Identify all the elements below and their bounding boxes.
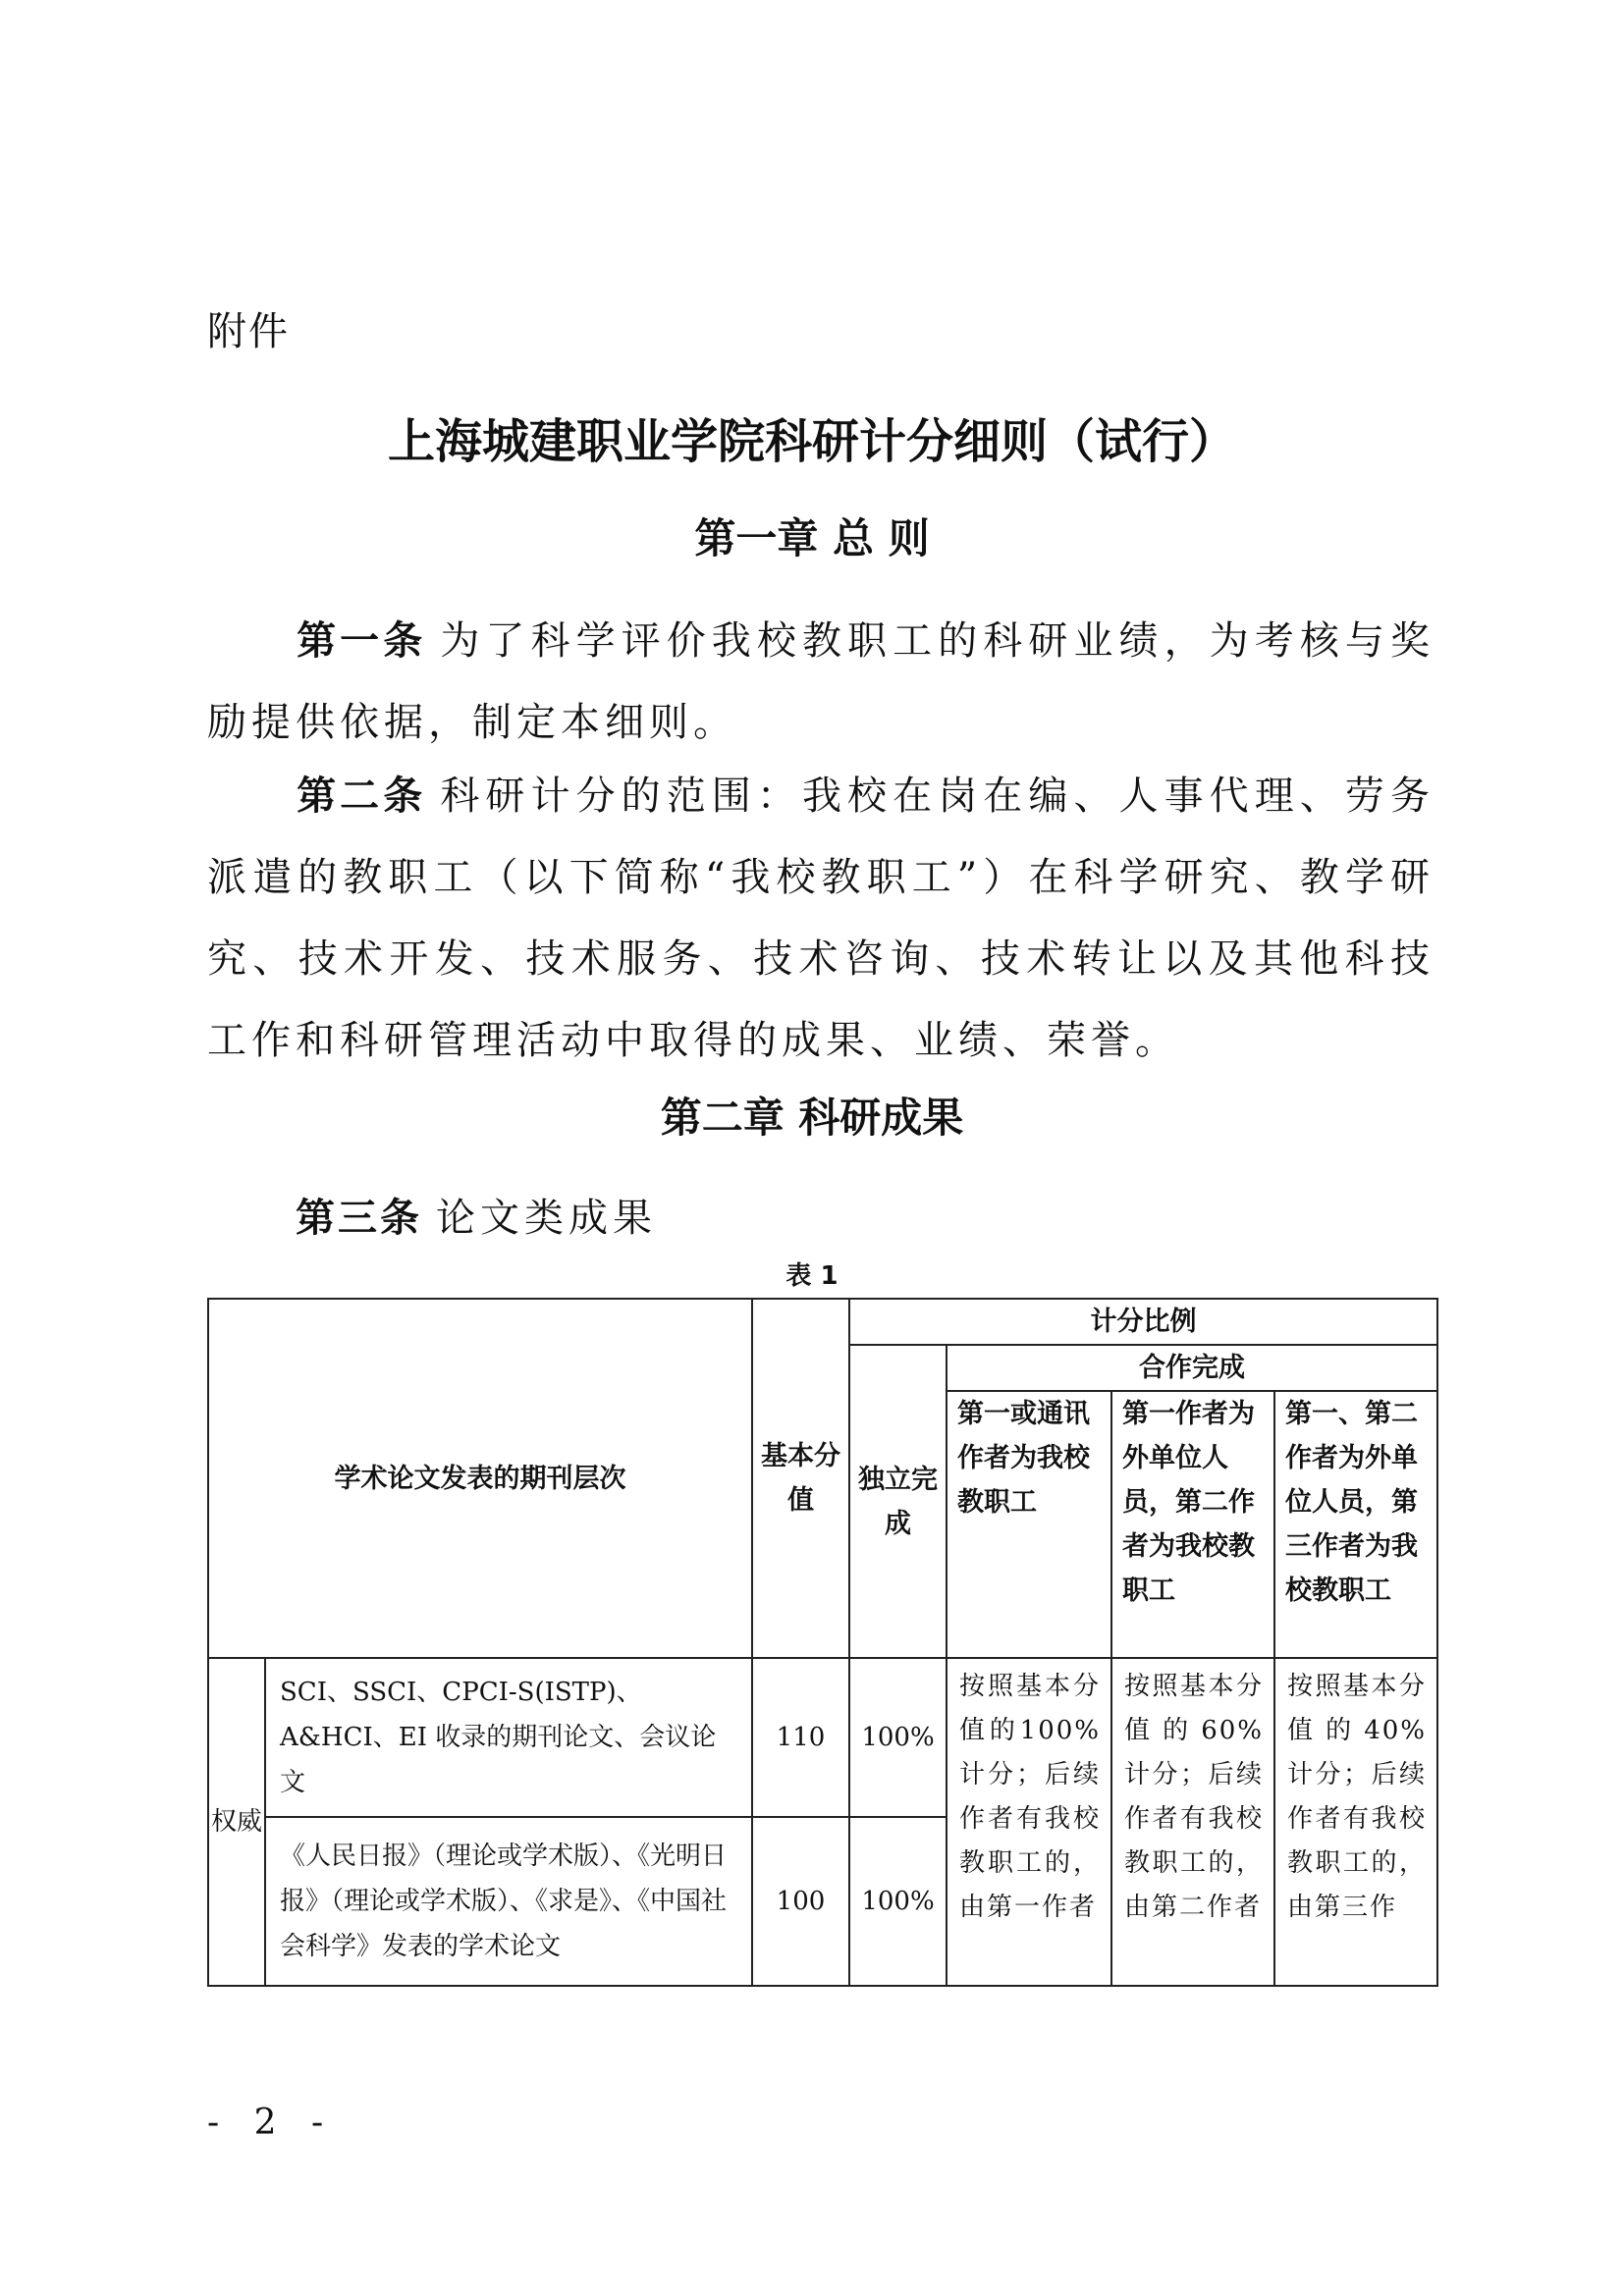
category-cell: 权威 — [208, 1658, 265, 1986]
article-3-lead: 第三条 — [296, 1196, 422, 1241]
header-cooperative: 合作完成 — [947, 1345, 1437, 1391]
row-independent: 100% — [849, 1658, 947, 1817]
article-2 — [207, 756, 1435, 1082]
row-description: SCI、SSCI、CPCI-S(ISTP)、A&HCI、EI 收录的期刊论文、会议论文 — [265, 1658, 752, 1817]
header-base-score: 基本分值 — [752, 1299, 849, 1658]
page-number: - 2 - — [207, 2103, 336, 2143]
table-row — [208, 1658, 1437, 1817]
rule-coop-third: 按照基本分值的40%计分；后续作者有我校教职工的，由第三作 — [1274, 1658, 1437, 1986]
article-1-lead: 第一条 — [296, 618, 427, 664]
row-base-score: 100 — [752, 1817, 849, 1986]
header-coop-third: 第一、第二作者为外单位人员，第三作者为我校教职工 — [1274, 1391, 1437, 1658]
article-1-text: 为了科学评价我校教职工的科研业绩，为考核与奖励提供依据，制定本细则。 — [207, 618, 1435, 745]
row-base-score: 110 — [752, 1658, 849, 1817]
rule-coop-first: 按照基本分值的100%计分；后续作者有我校教职工的，由第一作者 — [947, 1658, 1111, 1986]
article-2-text: 科研计分的范围：我校在岗在编、人事代理、劳务派遣的教职工（以下简称“我校教职工”）在科学研究、教学研究、技术开发、技术服务、技术咨询、技术转让以及其他科技工作和科研管理活动中取得的成果、业绩、荣誉。 — [207, 774, 1435, 1063]
rule-coop-second: 按照基本分值的60%计分；后续作者有我校教职工的，由第二作者 — [1111, 1658, 1274, 1986]
article-1 — [207, 601, 1435, 764]
header-ratio: 计分比例 — [849, 1299, 1437, 1345]
row-independent: 100% — [849, 1817, 947, 1986]
header-level: 学术论文发表的期刊层次 — [208, 1299, 752, 1658]
article-2-lead: 第二条 — [296, 774, 427, 819]
header-coop-first: 第一或通讯作者为我校教职工 — [947, 1391, 1111, 1658]
table-caption: 表 1 — [785, 1261, 839, 1291]
header-coop-second: 第一作者为外单位人员，第二作者为我校教职工 — [1111, 1391, 1274, 1658]
annex-label: 附件 — [207, 309, 290, 354]
scoring-table — [207, 1298, 1438, 1987]
article-3 — [207, 1178, 1435, 1259]
table-header-row-1 — [208, 1299, 1437, 1345]
document-title: 上海城建职业学院科研计分细则（试行） — [387, 414, 1236, 469]
row-description: 《人民日报》（理论或学术版）、《光明日报》（理论或学术版）、《求是》、《中国社会科学》发表的学术论文 — [265, 1817, 752, 1986]
article-3-text: 论文类成果 — [436, 1196, 657, 1241]
chapter-heading-2: 第二章 科研成果 — [660, 1094, 964, 1142]
header-independent: 独立完成 — [849, 1345, 947, 1658]
chapter-heading-1: 第一章 总 则 — [694, 514, 930, 562]
